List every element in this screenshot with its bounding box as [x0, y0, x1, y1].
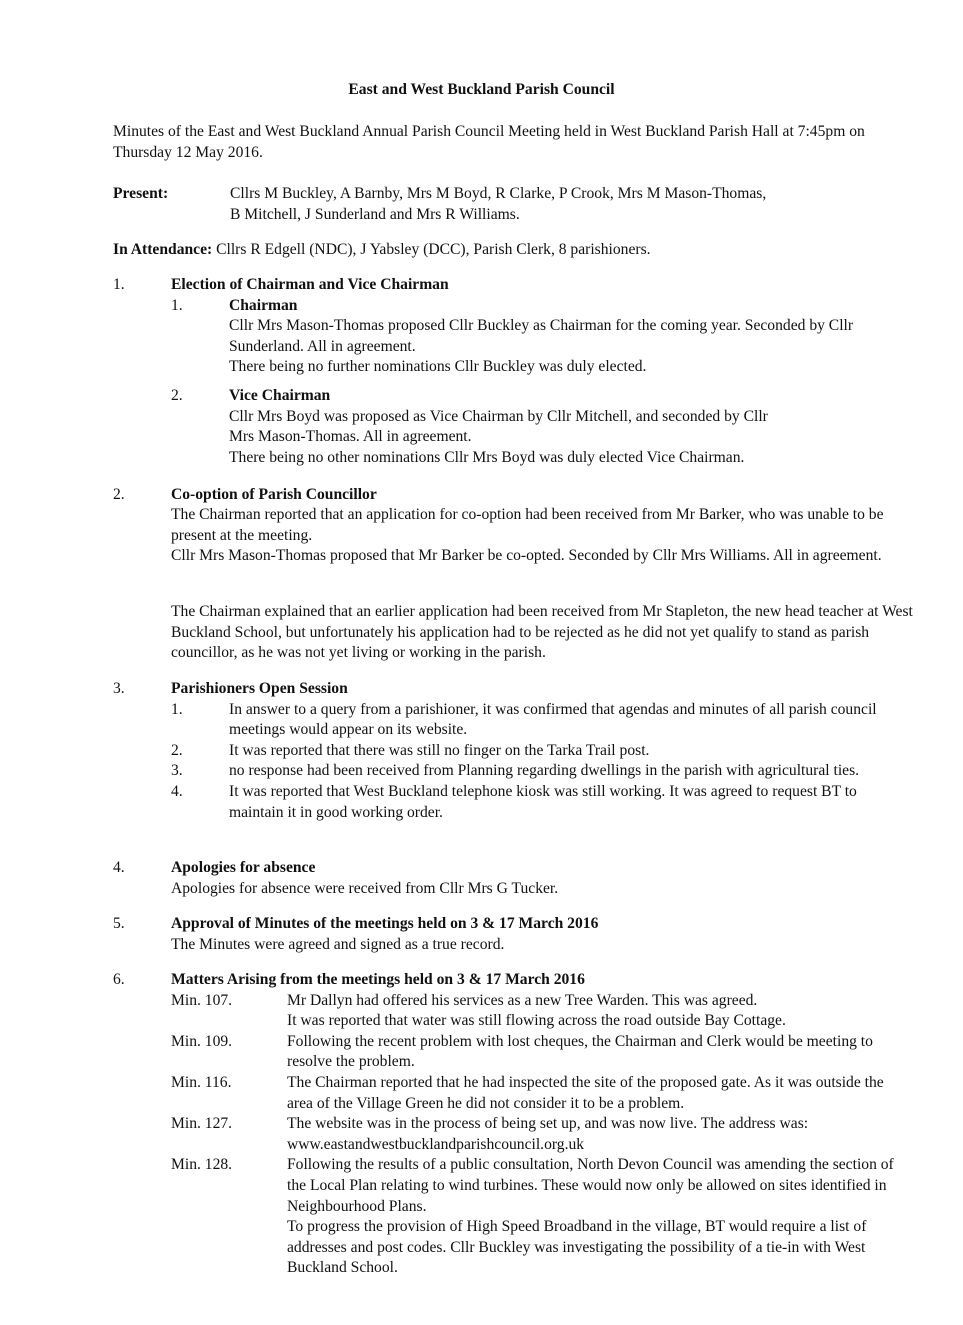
list-item-text: In answer to a query from a parishioner, it was confirmed that agendas and minutes of all parish council meetings would appear on its website.	[229, 700, 877, 739]
minute-text: To progress the provision of High Speed Broadband in the village, BT would require a list of addresses and post codes. Cllr Buckley was investigating the possibility of a tie-in with West Buckland School.	[287, 1218, 867, 1277]
section-number: 1.	[113, 276, 125, 293]
attendance-block	[113, 240, 913, 261]
matters-arising-list	[171, 991, 913, 1279]
paragraph: Apologies for absence were received from Cllr Mrs G Tucker.	[171, 879, 559, 897]
minute-item	[171, 1073, 913, 1114]
minute-item	[171, 1032, 913, 1073]
subsection-vice-chairman	[171, 386, 913, 468]
list-item-number: 3.	[171, 762, 183, 780]
minute-item	[171, 1114, 913, 1155]
list-item-text: It was reported that there was still no finger on the Tarka Trail post.	[229, 741, 650, 759]
minute-text: Mr Dallyn had offered his services as a new Tree Warden. This was agreed.	[287, 991, 758, 1009]
paragraph: Cllr Mrs Mason-Thomas proposed Cllr Buckley as Chairman for the coming year. Seconded by Cllr Sunderland. All in agreement.	[229, 317, 854, 355]
list-item-number: 1.	[171, 700, 183, 718]
list-item	[171, 741, 913, 762]
present-line-1: Cllrs M Buckley, A Barnby, Mrs M Boyd, R Clarke, P Crook, Mrs M Mason-Thomas,	[230, 185, 767, 202]
paragraph-line: Mrs Mason-Thomas. All in agreement.	[229, 428, 472, 446]
subsection-heading: Chairman	[229, 296, 298, 314]
subsection-chairman	[171, 296, 913, 378]
section-heading: Approval of Minutes of the meetings held on 3 & 17 March 2016	[171, 915, 599, 932]
list-item-text: no response had been received from Planning regarding dwellings in the parish with agricultural ties.	[229, 762, 860, 780]
section-heading: Parishioners Open Session	[171, 680, 348, 697]
list-item-number: 2.	[171, 741, 183, 759]
minute-item	[171, 1155, 913, 1279]
paragraph: There being no other nominations Cllr Mrs Boyd was duly elected Vice Chairman.	[229, 448, 745, 466]
minute-text: The website was in the process of being set up, and was now live. The address was: www.eastandwestbucklandparishcouncil.org.uk	[287, 1115, 809, 1153]
minute-reference: Min. 107.	[171, 991, 233, 1009]
section-number: 6.	[113, 971, 125, 988]
section-number: 2.	[113, 486, 125, 503]
present-names	[230, 184, 890, 225]
section-number: 4.	[113, 859, 125, 876]
list-item	[171, 700, 913, 741]
minute-reference: Min. 116.	[171, 1073, 232, 1091]
list-item	[171, 761, 913, 782]
minute-text: Following the results of a public consultation, North Devon Council was amending the section of the Local Plan relating to wind turbines. These would now only be allowed on sites identified in Neighbourhood Plans.	[287, 1156, 894, 1215]
document-title: East and West Buckland Parish Council	[348, 81, 615, 98]
open-session-list	[171, 700, 913, 824]
subsection-number: 1.	[171, 296, 183, 314]
section-heading: Apologies for absence	[171, 859, 316, 876]
minute-reference: Min. 128.	[171, 1156, 233, 1174]
attendance-label: In Attendance:	[113, 241, 213, 258]
section-number: 5.	[113, 915, 125, 932]
paragraph-line: Cllr Mrs Boyd was proposed as Vice Chairman by Cllr Mitchell, and seconded by Cllr	[229, 407, 768, 425]
paragraph: The Minutes were agreed and signed as a true record.	[171, 935, 505, 953]
present-label: Present:	[113, 185, 169, 202]
list-item	[171, 782, 913, 823]
present-line-2: B Mitchell, J Sunderland and Mrs R Williams.	[230, 205, 520, 223]
minute-item	[171, 991, 913, 1032]
section-heading: Matters Arising from the meetings held on 3 & 17 March 2016	[171, 971, 585, 988]
list-item-number: 4.	[171, 782, 183, 800]
subsection-number: 2.	[171, 386, 183, 404]
intro-paragraph: Minutes of the East and West Buckland Annual Parish Council Meeting held in West Buckland Parish Hall at 7:45pm on Thursday 12 May 2016.	[113, 123, 865, 161]
minute-text: The Chairman reported that he had inspected the site of the proposed gate. As it was outside the area of the Village Green he did not consider it to be a problem.	[287, 1073, 884, 1112]
paragraph: Cllr Mrs Mason-Thomas proposed that Mr Barker be co-opted. Seconded by Cllr Mrs Williams. All in agreement.	[171, 547, 882, 564]
section-number: 3.	[113, 680, 125, 697]
minute-reference: Min. 127.	[171, 1115, 233, 1133]
subsection-heading: Vice Chairman	[229, 386, 331, 404]
paragraph: The Chairman explained that an earlier application had been received from Mr Stapleton, the new head teacher at West Buckland School, but unfortunately his application had to be rejected as he did not yet qualify to stand as parish councillor, as he was not yet living or working in the parish.	[171, 603, 913, 662]
minute-reference: Min. 109.	[171, 1032, 233, 1050]
paragraph: There being no further nominations Cllr Buckley was duly elected.	[229, 358, 647, 376]
section-heading: Election of Chairman and Vice Chairman	[171, 276, 449, 293]
paragraph: The Chairman reported that an application for co-option had been received from Mr Barker, who was unable to be present at the meeting.	[171, 506, 884, 544]
section-heading: Co-option of Parish Councillor	[171, 486, 377, 503]
minute-text: It was reported that water was still flowing across the road outside Bay Cottage.	[287, 1012, 786, 1030]
minute-text: Following the recent problem with lost cheques, the Chairman and Clerk would be meeting to resolve the problem.	[287, 1032, 873, 1071]
list-item-text: It was reported that West Buckland telephone kiosk was still working. It was agreed to request BT to maintain it in good working order.	[229, 782, 857, 821]
attendance-text: Cllrs R Edgell (NDC), J Yabsley (DCC), Parish Clerk, 8 parishioners.	[216, 241, 651, 258]
